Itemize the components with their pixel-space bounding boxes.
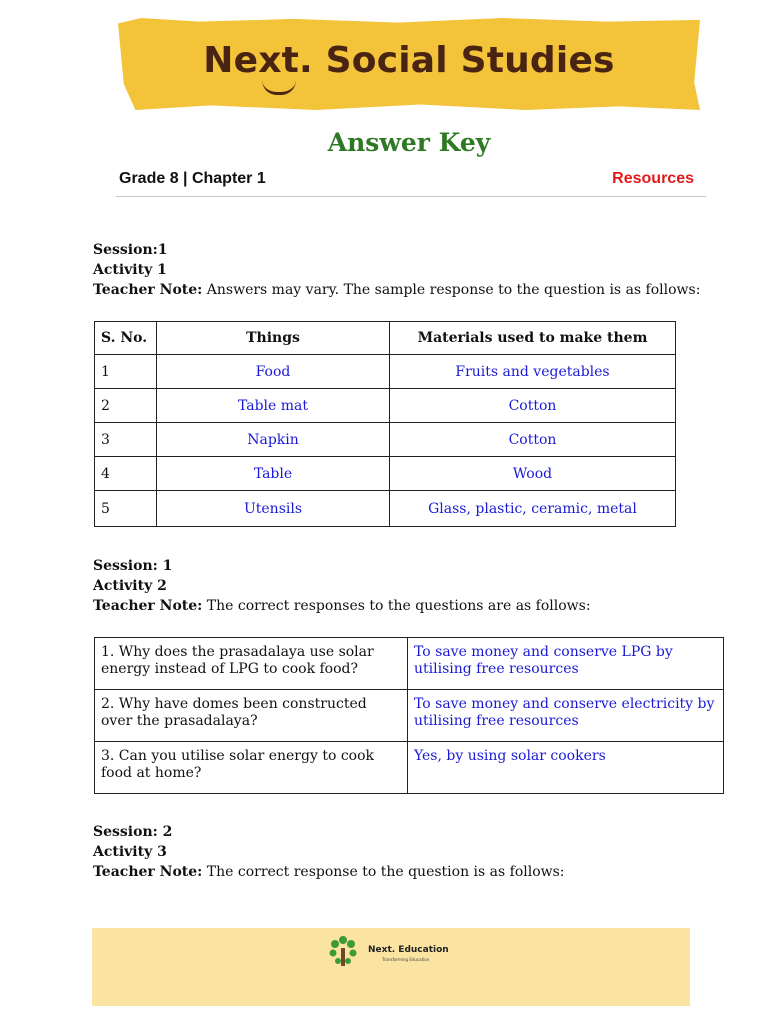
question-cell: 3. Can you utilise solar energy to cook food at home? xyxy=(95,742,408,794)
column-header: S. No. xyxy=(95,322,157,355)
activity-heading: Activity 3 xyxy=(93,844,167,860)
session-2-block xyxy=(93,556,591,616)
column-header: Things xyxy=(157,322,390,355)
session-heading: Session: 1 xyxy=(93,558,173,574)
session-heading: Session:1 xyxy=(93,242,168,258)
table-row xyxy=(95,491,676,527)
answer-key-title: Answer Key xyxy=(327,128,491,157)
table-cell: Wood xyxy=(390,457,676,491)
table-cell: Cotton xyxy=(390,423,676,457)
teacher-note xyxy=(93,862,565,882)
footer-band xyxy=(92,928,690,1006)
session-1-block xyxy=(93,240,700,300)
teacher-note-label: Teacher Note: xyxy=(93,282,203,298)
table-cell: 2 xyxy=(95,389,157,423)
question-cell: 1. Why does the prasadalaya use solar energy instead of LPG to cook food? xyxy=(95,638,408,690)
table-cell: Cotton xyxy=(390,389,676,423)
session-heading: Session: 2 xyxy=(93,824,173,840)
table-row xyxy=(95,638,724,690)
question-answer-table xyxy=(94,637,724,794)
table-cell: Table xyxy=(157,457,390,491)
table-cell: 1 xyxy=(95,355,157,389)
table-header-row xyxy=(95,322,676,355)
footer-tagline: Transforming Education xyxy=(382,957,430,962)
table-row xyxy=(95,423,676,457)
session-3-block xyxy=(93,822,565,882)
teacher-note xyxy=(93,596,591,616)
answer-cell: Yes, by using solar cookers xyxy=(408,742,724,794)
teacher-note-text: The correct responses to the questions are as follows: xyxy=(202,598,591,614)
table-cell: Table mat xyxy=(157,389,390,423)
subject-label: Resources xyxy=(612,170,694,187)
table-cell: 4 xyxy=(95,457,157,491)
table-cell: 5 xyxy=(95,491,157,527)
teacher-note xyxy=(93,280,700,300)
table-cell: Fruits and vegetables xyxy=(390,355,676,389)
answer-cell: To save money and conserve LPG by utilising free resources xyxy=(408,638,724,690)
table-cell: 3 xyxy=(95,423,157,457)
banner-title: Next. Social Studies xyxy=(203,40,615,81)
column-header: Materials used to make them xyxy=(390,322,676,355)
activity-heading: Activity 2 xyxy=(93,578,167,594)
table-row xyxy=(95,355,676,389)
tree-logo-icon xyxy=(328,934,358,968)
table-row xyxy=(95,389,676,423)
question-cell: 2. Why have domes been constructed over the prasadalaya? xyxy=(95,690,408,742)
grade-chapter: Grade 8 | Chapter 1 xyxy=(119,170,266,187)
table-cell: Food xyxy=(157,355,390,389)
table-cell: Napkin xyxy=(157,423,390,457)
teacher-note-label: Teacher Note: xyxy=(93,864,203,880)
things-materials-table xyxy=(94,321,676,527)
header-divider xyxy=(116,196,706,197)
teacher-note-label: Teacher Note: xyxy=(93,598,203,614)
teacher-note-text: Answers may vary. The sample response to the question is as follows: xyxy=(202,282,701,298)
teacher-note-text: The correct response to the question is as follows: xyxy=(202,864,565,880)
activity-heading: Activity 1 xyxy=(93,262,167,278)
answer-cell: To save money and conserve electricity by utilising free resources xyxy=(408,690,724,742)
table-cell: Utensils xyxy=(157,491,390,527)
table-row xyxy=(95,690,724,742)
table-cell: Glass, plastic, ceramic, metal xyxy=(390,491,676,527)
footer-logo-text: Next. Education xyxy=(368,945,449,955)
table-row xyxy=(95,742,724,794)
table-row xyxy=(95,457,676,491)
